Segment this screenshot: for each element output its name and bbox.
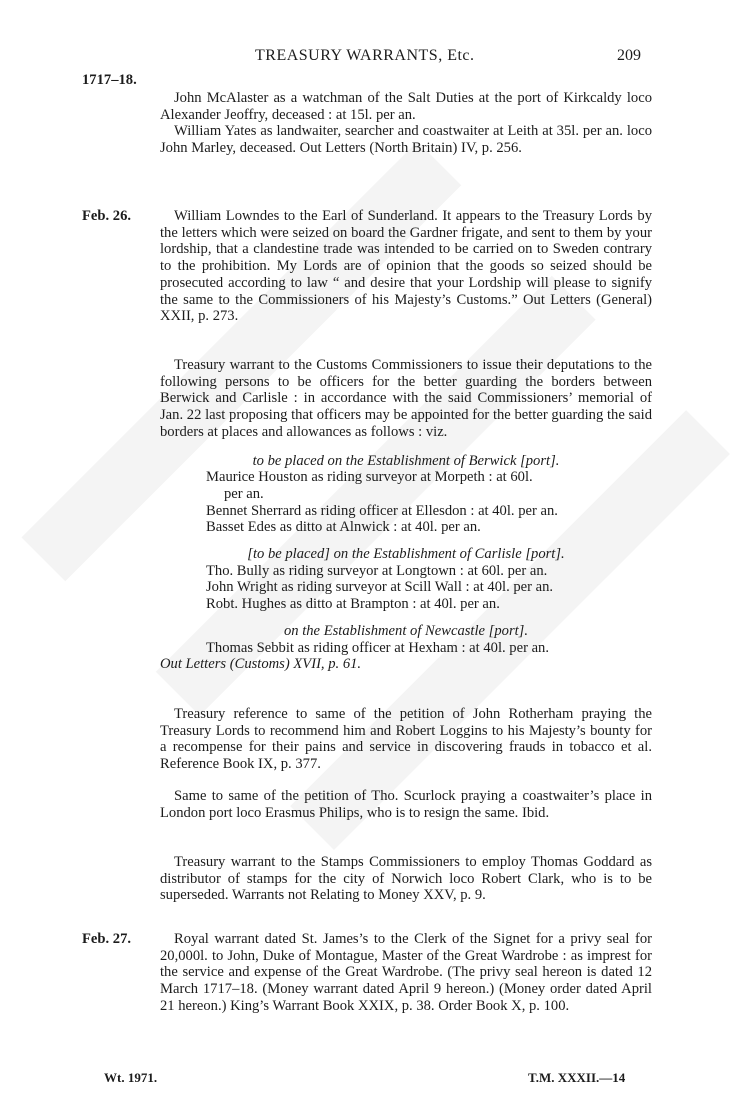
footer-print-code: Wt. 1971. bbox=[104, 1070, 158, 1085]
entry-paragraph: William Lowndes to the Earl of Sunderland. It appears to the Treasury Lords by the letters which were seized on board the Gardner frigate, and sent to them by your lordship, that a clandestine trade was intended to be carried on to Sweden contrary to the prohibition. My Lords are of opinion that the goods so seized should be prosecuted according to law “ and desire that your Lordship will please to signify the same to the Commissioners of his Majesty’s Customs.” Out Letters (General) XXII, p. 273. bbox=[160, 208, 652, 325]
list-item: Robt. Hughes as ditto at Brampton : at 40l. per an. bbox=[206, 596, 500, 613]
entry-paragraph: Same to same of the petition of Tho. Scurlock praying a coastwaiter’s place in London port loco Erasmus Philips, who is to resign the same. Ibid. bbox=[160, 788, 652, 821]
page-title: TREASURY WARRANTS, Etc. bbox=[255, 47, 475, 64]
entry-paragraph: Royal warrant dated St. James’s to the Clerk of the Signet for a privy seal for 20,000l. to John, Duke of Montague, Master of the Great Wardrobe : as imprest for the service and expense of the Great Wardrobe. (The privy seal hereon is dated 12 March 1717–18. (Money warrant dated April 9 hereon.) (Money order dated April 21 hereon.) King’s Warrant Book XXIX, p. 38. Order Book X, p. 100. bbox=[160, 931, 652, 1014]
list-item: per an. bbox=[224, 485, 264, 502]
entry-group-5 bbox=[160, 788, 652, 821]
footer-signature: T.M. XXXII.—14 bbox=[528, 1070, 626, 1085]
list-item: John Wright as riding surveyor at Scill Wall : at 40l. per an. bbox=[206, 579, 554, 596]
establishment-heading: on the Establishment of Newcastle [port]. bbox=[283, 622, 529, 639]
entry-paragraph: John McAlaster as a watchman of the Salt Duties at the port of Kirkcaldy loco Alexander Jeoffry, deceased : at 15l. per an. bbox=[160, 90, 652, 123]
entry-paragraph: William Yates as landwaiter, searcher and coastwaiter at Leith at 35l. per an. loco John Marley, deceased. Out Letters (North Britain) IV, p. 256. bbox=[160, 123, 652, 157]
establishment-heading: [to be placed] on the Establishment of Carlisle [port]. bbox=[247, 546, 565, 563]
entry-group-2 bbox=[160, 208, 652, 325]
list-item: Basset Edes as ditto at Alnwick : at 40l. per an. bbox=[206, 519, 481, 536]
list-item: Tho. Bully as riding surveyor at Longtown : at 60l. per an. bbox=[206, 562, 548, 579]
entry-group-6 bbox=[160, 854, 652, 904]
establishment-heading: to be placed on the Establishment of Berwick [port]. bbox=[252, 452, 560, 469]
running-header bbox=[0, 48, 730, 68]
entry-paragraph: Treasury warrant to the Customs Commissioners to issue their deputations to the following persons to be officers for the better guarding the borders between Berwick and Carlisle : in accordance with the said Commissioners’ memorial of Jan. 22 last proposing that officers may be appointed for the better guarding the said borders at places and allowances as follows : viz. bbox=[160, 357, 652, 440]
list-item: Maurice Houston as riding surveyor at Morpeth : at 60l. bbox=[206, 469, 533, 486]
page-number: 209 bbox=[617, 47, 641, 64]
margin-date-feb26: Feb. 26. bbox=[82, 208, 132, 224]
entry-paragraph: Treasury reference to same of the petition of John Rotherham praying the Treasury Lords to recommend him and Robert Loggins to his Majesty’s bounty for a recompense for their pains and service in discovering frauds in tobacco et al. Reference Book IX, p. 377. bbox=[160, 706, 652, 773]
entry-paragraph: Treasury warrant to the Stamps Commissioners to employ Thomas Goddard as distributor of stamps for the city of Norwich loco Robert Clark, who is to be superseded. Warrants not Relating to Money XXV, p. 9. bbox=[160, 854, 652, 904]
list-item: Thomas Sebbit as riding officer at Hexham : at 40l. per an. bbox=[206, 639, 549, 656]
entry-group-1 bbox=[160, 90, 652, 157]
entry-group-3 bbox=[160, 357, 652, 673]
margin-date-feb27: Feb. 27. bbox=[82, 931, 132, 947]
entry-group-7 bbox=[160, 931, 652, 1015]
list-item: Bennet Sherrard as riding officer at Ellesdon : at 40l. per an. bbox=[206, 502, 558, 519]
margin-year: 1717–18. bbox=[82, 72, 137, 88]
entry-group-4 bbox=[160, 706, 652, 773]
source-reference: Out Letters (Customs) XVII, p. 61. bbox=[160, 656, 362, 673]
